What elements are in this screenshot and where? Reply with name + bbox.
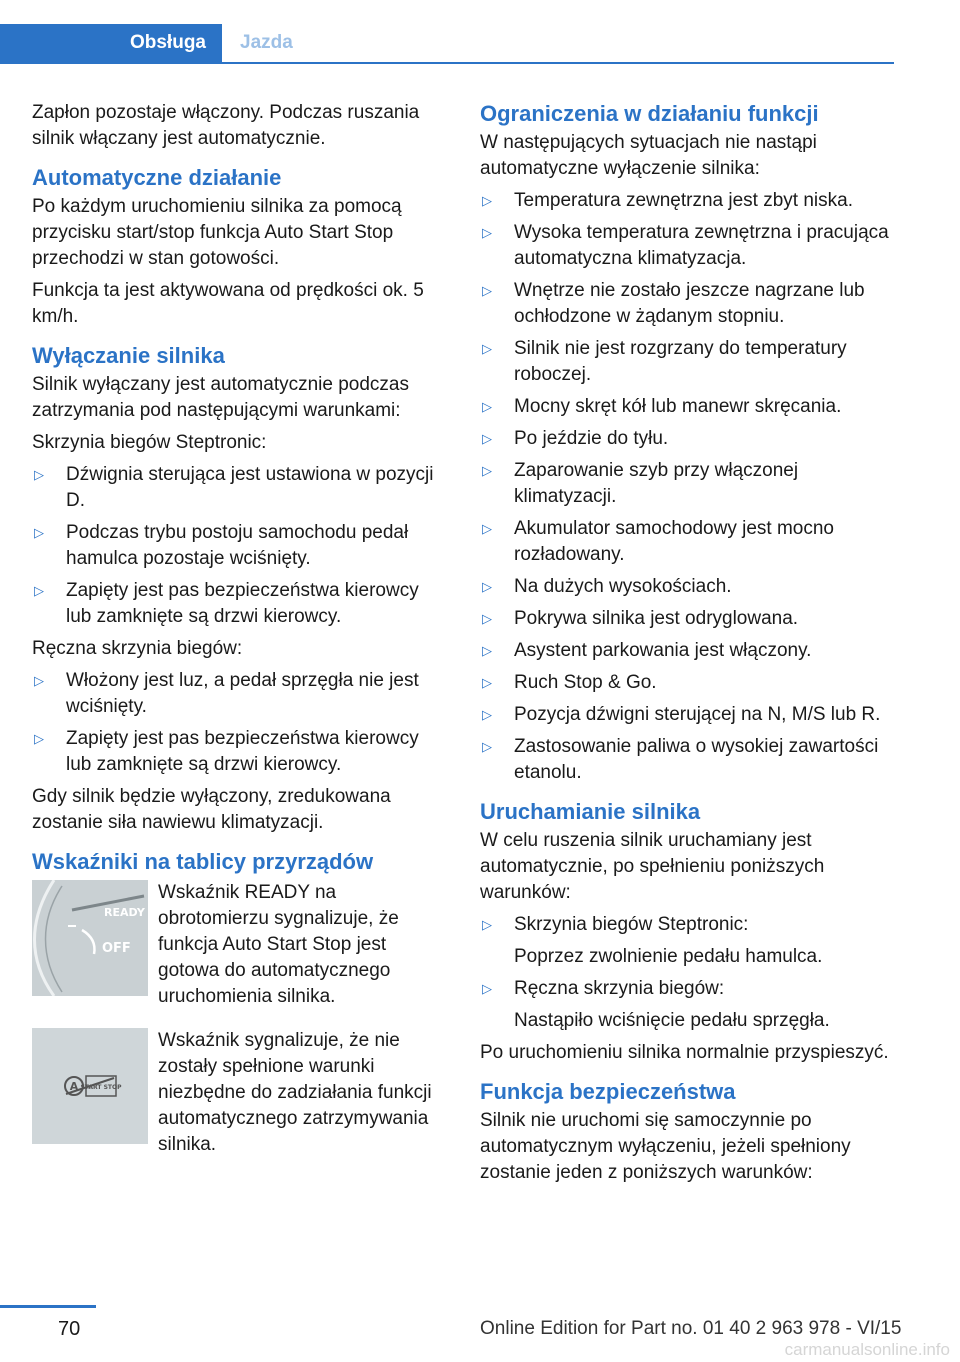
limits-list <box>480 188 894 786</box>
triangle-bullet-icon: ▷ <box>482 611 492 626</box>
triangle-bullet-icon: ▷ <box>482 341 492 356</box>
start-list <box>480 912 894 1034</box>
indicator-unavailable-text: Wskaźnik sygnalizuje, że nie zostały spełnione warunki niezbędne do zadziałania funkcji automatycznego zatrzymywania silnika. <box>158 1030 432 1155</box>
label-manual: Ręczna skrzynia biegów: <box>32 638 243 659</box>
list-item: ▷ Wysoka temperatura zewnętrzna i pracująca automatyczna klimatyzacja. <box>482 222 889 269</box>
svg-text:START STOP: START STOP <box>80 1084 122 1091</box>
paragraph-accelerate: Po uruchomieniu silnika normalnie przyspieszyć. <box>480 1042 889 1063</box>
label-steptronic: Skrzynia biegów Steptronic: <box>32 432 267 453</box>
triangle-bullet-icon: ▷ <box>34 731 44 746</box>
paragraph-engine-off: Silnik wyłączany jest automatycznie podczas zatrzymania pod następującymi warunkami: <box>32 374 410 421</box>
list-item: ▷ Po jeździe do tyłu. <box>480 426 894 452</box>
list-item: ▷ Zapięty jest pas bezpieczeństwa kierowcy lub zamknięte są drzwi kierowcy. <box>34 580 419 627</box>
triangle-bullet-icon: ▷ <box>482 981 492 996</box>
triangle-bullet-icon: ▷ <box>482 463 492 478</box>
list-item: ▷ Zaparowanie szyb przy włączonej klimatyzacji. <box>482 460 799 507</box>
list-item: ▷ Asystent parkowania jest włączony. <box>480 638 894 664</box>
paragraph-ignition: Zapłon pozostaje włączony. Podczas ruszania silnik włączany jest automatycznie. <box>32 102 420 149</box>
triangle-bullet-icon: ▷ <box>482 283 492 298</box>
list-item: ▷ Ruch Stop & Go. <box>480 670 894 696</box>
triangle-bullet-icon: ▷ <box>482 521 492 536</box>
heading-engine-start: Uruchamianie silnika <box>480 799 701 824</box>
paragraph-limits: W następujących sytuacjach nie nastąpi automatyczne wyłączenie silnika: <box>480 132 817 179</box>
triangle-bullet-icon: ▷ <box>482 643 492 658</box>
list-item: ▷ Na dużych wysokościach. <box>480 574 894 600</box>
list-item: ▷ Zastosowanie paliwa o wysokiej zawartości etanolu. <box>482 736 879 783</box>
list-item: ▷ Temperatura zewnętrzna jest zbyt niska. <box>480 188 894 214</box>
list-item: ▷ Ręczna skrzynia biegów: Nastąpiło wciśnięcie pedału sprzęgła. <box>482 978 830 1031</box>
edition-text: Online Edition for Part no. 01 40 2 963 978 - VI/15 <box>480 1318 902 1339</box>
list-item: ▷ Mocny skręt kół lub manewr skręcania. <box>480 394 894 420</box>
steptronic-list <box>32 462 446 630</box>
paragraph-safety: Silnik nie uruchomi się samoczynnie po automatycznym wyłączeniu, jeżeli spełniony zostanie jeden z poniższych warunków: <box>480 1110 851 1183</box>
list-item: ▷ Pokrywa silnika jest odryglowana. <box>480 606 894 632</box>
watermark: carmanualsonline.info <box>784 1340 950 1359</box>
list-item: ▷ Wnętrze nie zostało jeszcze nagrzane lub ochłodzone w żądanym stopniu. <box>482 280 865 327</box>
heading-safety: Funkcja bezpieczeństwa <box>480 1079 736 1104</box>
triangle-bullet-icon: ▷ <box>482 917 492 932</box>
left-column <box>32 100 446 1176</box>
paragraph-auto-1: Po każdym uruchomieniu silnika za pomocą przycisku start/stop funkcja Auto Start Stop przechodzi w stan gotowości. <box>32 196 402 269</box>
indicator-ready-text: Wskaźnik READY na obrotomierzu sygnalizuje, że funkcja Auto Start Stop jest gotowa do automatycznego uruchomienia silnika. <box>158 882 399 1007</box>
triangle-bullet-icon: ▷ <box>482 707 492 722</box>
manual-list <box>32 668 446 778</box>
triangle-bullet-icon: ▷ <box>34 467 44 482</box>
right-column <box>480 100 894 1192</box>
svg-text:OFF: OFF <box>102 941 131 956</box>
auto-start-stop-image <box>32 1028 148 1144</box>
auto-start-stop-off-icon <box>32 1028 148 1144</box>
tachometer-ready-image <box>32 880 148 996</box>
paragraph-climate: Gdy silnik będzie wyłączony, zredukowana zostanie siła nawiewu klimatyzacji. <box>32 786 391 833</box>
triangle-bullet-icon: ▷ <box>482 225 492 240</box>
heading-engine-off: Wyłączanie silnika <box>32 343 225 368</box>
indicator-ready-row <box>32 880 446 1010</box>
tachometer-ready-icon <box>32 880 148 996</box>
page-number: 70 <box>58 1318 81 1340</box>
list-item: ▷ Skrzynia biegów Steptronic: Poprzez zwolnienie pedału hamulca. <box>482 914 823 967</box>
heading-automatic-operation: Automatyczne działanie <box>32 165 282 190</box>
footer-accent-line <box>0 1305 96 1308</box>
indicator-unavailable-row <box>32 1028 446 1158</box>
list-item: ▷ Silnik nie jest rozgrzany do temperatury roboczej. <box>482 338 847 385</box>
triangle-bullet-icon: ▷ <box>34 673 44 688</box>
svg-text:A: A <box>69 1080 79 1093</box>
triangle-bullet-icon: ▷ <box>482 739 492 754</box>
tab-obsluga-label: Obsługa <box>129 32 206 53</box>
triangle-bullet-icon: ▷ <box>34 583 44 598</box>
paragraph-auto-2: Funkcja ta jest aktywowana od prędkości ok. 5 km/h. <box>32 280 424 327</box>
header-tab-bar <box>0 24 894 64</box>
list-item: ▷ Podczas trybu postoju samochodu pedał hamulca pozostaje wciśnięty. <box>34 522 409 569</box>
list-item: ▷ Zapięty jest pas bezpieczeństwa kierowcy lub zamknięte są drzwi kierowcy. <box>34 728 419 775</box>
triangle-bullet-icon: ▷ <box>482 193 492 208</box>
paragraph-engine-start: W celu ruszenia silnik uruchamiany jest automatycznie, po spełnieniu poniższych warunków: <box>480 830 825 903</box>
tab-jazda[interactable]: Jazda <box>240 32 293 53</box>
tab-obsluga[interactable] <box>0 24 222 62</box>
heading-limits: Ograniczenia w działaniu funkcji <box>480 101 819 126</box>
heading-indicators: Wskaźniki na tablicy przyrządów <box>32 849 374 874</box>
list-item: ▷ Dźwignia sterująca jest ustawiona w pozycji D. <box>34 464 434 511</box>
triangle-bullet-icon: ▷ <box>482 579 492 594</box>
triangle-bullet-icon: ▷ <box>482 675 492 690</box>
list-item: ▷ Włożony jest luz, a pedał sprzęgła nie jest wciśnięty. <box>34 670 419 717</box>
triangle-bullet-icon: ▷ <box>482 399 492 414</box>
triangle-bullet-icon: ▷ <box>482 431 492 446</box>
list-item: ▷ Pozycja dźwigni sterującej na N, M/S lub R. <box>480 702 894 728</box>
svg-text:READY: READY <box>104 906 145 919</box>
list-item: ▷ Akumulator samochodowy jest mocno rozładowany. <box>482 518 834 565</box>
triangle-bullet-icon: ▷ <box>34 525 44 540</box>
